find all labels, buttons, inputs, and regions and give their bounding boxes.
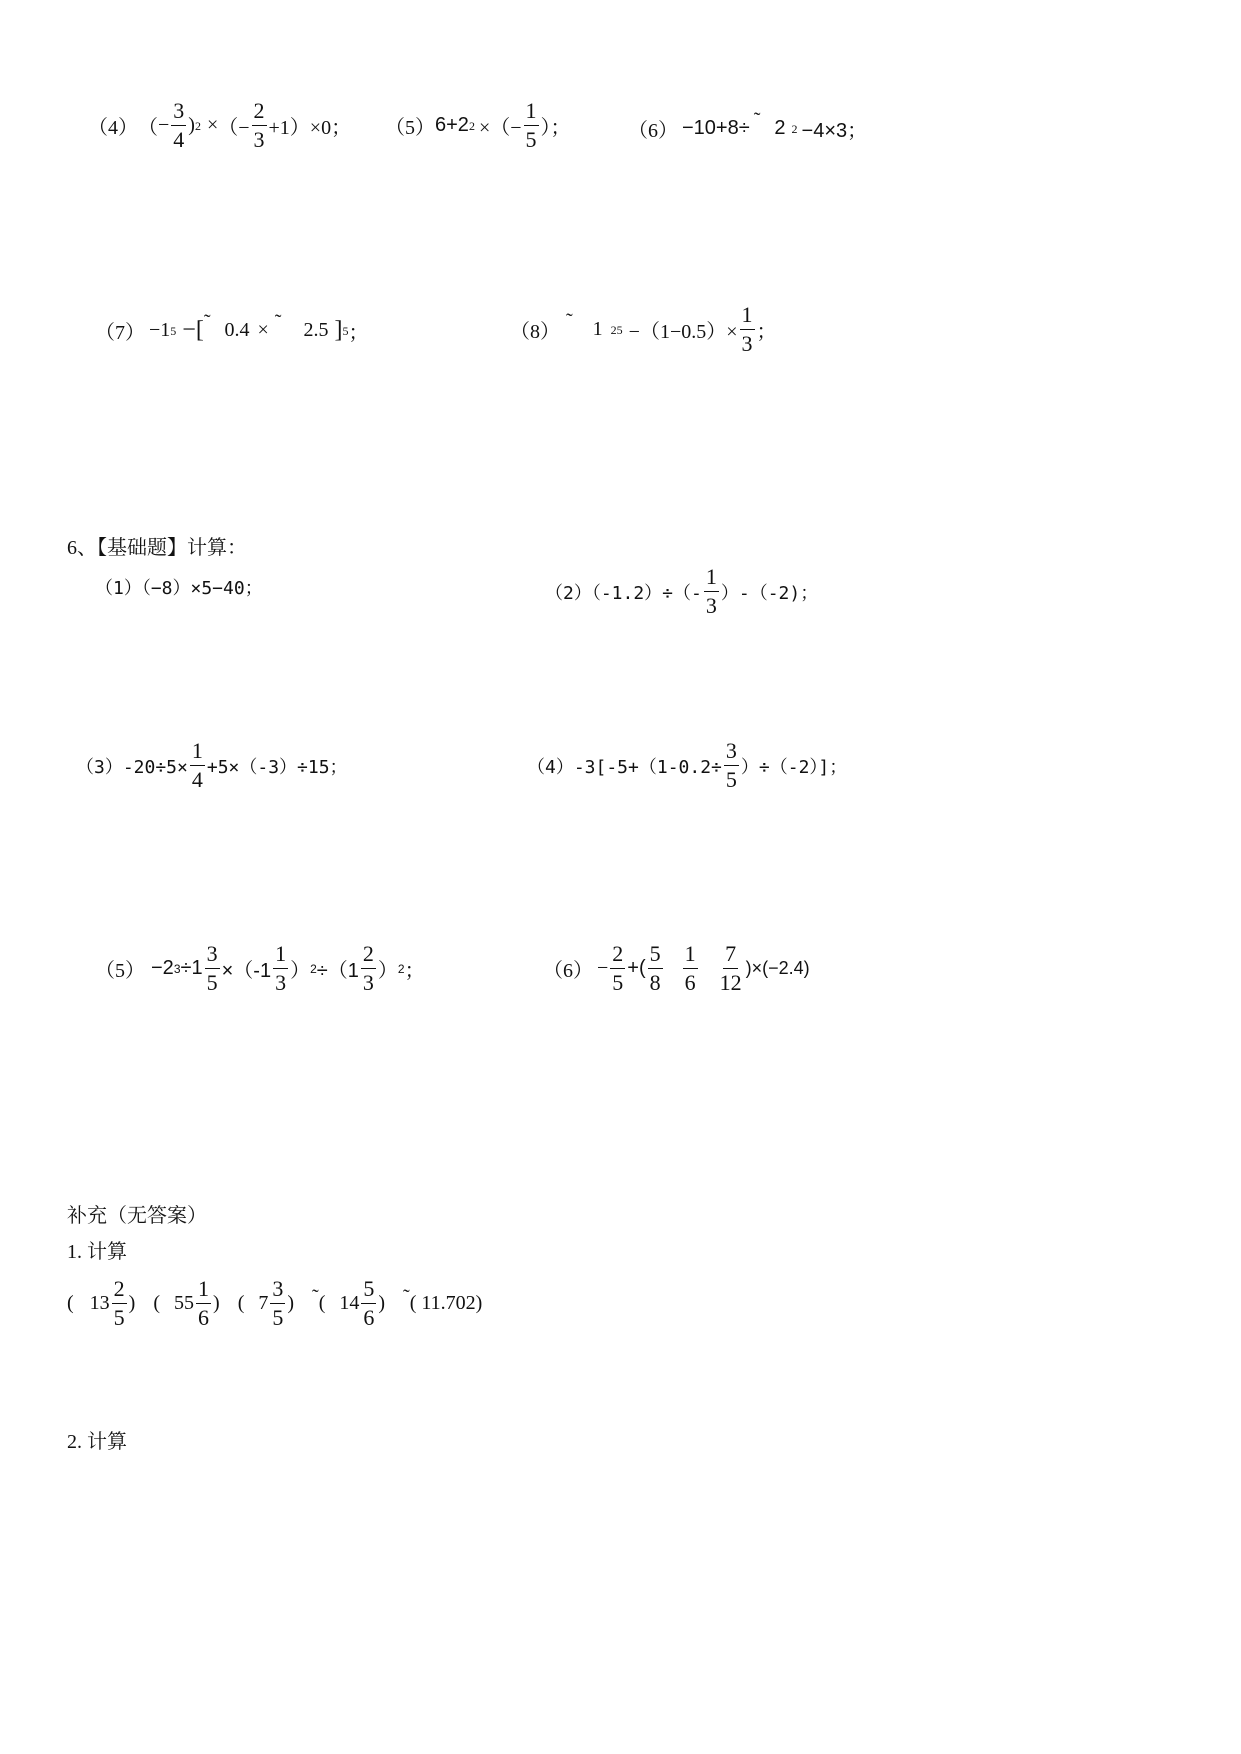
fraction xyxy=(648,943,663,994)
fraction xyxy=(524,100,539,151)
denominator: 3 xyxy=(705,593,717,618)
expression-part: +5×（-3）÷15； xyxy=(206,756,348,778)
denominator: 3 xyxy=(275,970,287,995)
fraction xyxy=(112,1278,127,1329)
fraction xyxy=(740,304,755,355)
fraction xyxy=(190,740,205,791)
denominator: 6 xyxy=(363,1305,375,1330)
paren: ( xyxy=(153,1292,161,1314)
question-3 xyxy=(76,740,348,791)
paren: ( xyxy=(318,1292,326,1314)
paren: ) xyxy=(213,1292,220,1314)
expression-part: −2 xyxy=(151,957,174,979)
expression-part: −（1−0.5）× xyxy=(628,321,738,343)
denominator: 5 xyxy=(113,1305,125,1330)
problem-8: （8） ˜ 1 25 −（1−0.5）× $\frac{1}{3}$ ； xyxy=(510,302,777,356)
fraction xyxy=(196,1278,211,1329)
whole-number: 13 xyxy=(89,1292,110,1314)
tilde-mark: ˜ xyxy=(203,311,211,333)
paren: ( xyxy=(237,1292,245,1314)
numerator: 2 xyxy=(112,1278,127,1304)
numerator: 2 xyxy=(610,943,625,969)
question-1: （1）（−8）×5−40； xyxy=(95,578,263,599)
fraction xyxy=(704,566,719,617)
denominator: 4 xyxy=(191,767,203,792)
expression-part: −[ xyxy=(182,317,204,343)
fraction xyxy=(718,943,744,994)
numerator: 1 xyxy=(190,740,205,766)
numerator: 1 xyxy=(524,100,539,126)
numerator: 1 xyxy=(740,304,755,330)
expression-part: ） xyxy=(377,960,398,982)
question-4 xyxy=(527,740,847,791)
denominator: 6 xyxy=(198,1305,210,1330)
numerator: 3 xyxy=(205,943,220,969)
supplement-expression xyxy=(67,1278,482,1329)
denominator: 5 xyxy=(725,767,737,792)
numerator: 1 xyxy=(683,943,698,969)
fraction xyxy=(205,943,220,994)
numerator: 2 xyxy=(361,943,376,969)
minus-sign: − xyxy=(158,114,170,136)
expression-end: ； xyxy=(348,322,369,344)
denominator: 3 xyxy=(253,127,265,152)
expression-part: ）÷（-2）]； xyxy=(740,756,848,778)
numerator: 3 xyxy=(270,1278,285,1304)
expression-part: ÷1 xyxy=(180,957,203,979)
expression-part: )×(−2.4) xyxy=(745,958,810,978)
expression-end: ）； xyxy=(540,117,571,139)
expression-part: ×（− xyxy=(478,117,522,139)
fraction xyxy=(252,100,267,151)
question-6 xyxy=(543,943,810,994)
paren: ( xyxy=(67,1292,74,1314)
supplement-item-2: 2. 计算 xyxy=(67,1431,127,1453)
numerator: 1 xyxy=(704,566,719,592)
tilde-mark: ˜ xyxy=(312,1286,319,1308)
denominator: 3 xyxy=(362,970,374,995)
expression-part: − xyxy=(597,957,609,979)
paren: ) xyxy=(128,1292,136,1314)
denominator: 4 xyxy=(173,127,185,152)
denominator: 5 xyxy=(206,970,218,995)
expression-tail: +1）×0； xyxy=(268,117,352,139)
denominator: 5 xyxy=(612,970,624,995)
fraction xyxy=(273,943,288,994)
fraction xyxy=(610,943,625,994)
times-sign: × xyxy=(257,319,269,341)
expression-part: （3）-20÷5× xyxy=(76,756,188,778)
tilde-mark: ˜ xyxy=(403,1286,410,1308)
fraction xyxy=(361,943,376,994)
whole-number: 14 xyxy=(339,1292,360,1314)
expression-part: （4）-3[-5+（1-0.2÷ xyxy=(527,756,722,778)
problem-label: （6） xyxy=(628,120,678,142)
tilde-mark: ˜ xyxy=(753,109,761,131)
expression-end: ； xyxy=(756,321,777,343)
fraction xyxy=(683,943,698,994)
expression-part: （2）（-1.2）÷（- xyxy=(545,582,702,604)
expression-part: ×（-1 xyxy=(221,960,272,982)
fraction xyxy=(361,1278,376,1329)
times-sign: × xyxy=(206,114,219,136)
expression-part: ( 11.702) xyxy=(409,1292,483,1314)
whole-number: 55 xyxy=(174,1292,195,1314)
problem-label: （6） xyxy=(543,960,593,982)
expression-part: −1 xyxy=(149,319,171,341)
fraction xyxy=(171,100,186,151)
problem-label: （5） xyxy=(385,117,435,139)
numerator: 5 xyxy=(648,943,663,969)
numerator: 2 xyxy=(252,100,267,126)
question-2 xyxy=(545,566,818,617)
expression-part: −4×3； xyxy=(801,120,868,142)
numerator: 7 xyxy=(723,943,738,969)
question-5: （5） −2 3 ÷1 $\frac{3}{5}$ ×（-1 $\frac{1}{3}$ ） 2 ÷（1 $\frac{2}{3}$ ） 2 ； xyxy=(95,941,425,995)
problem-label: （7） xyxy=(95,322,145,344)
numerator: 5 xyxy=(361,1278,376,1304)
fraction xyxy=(270,1278,285,1329)
expression-part: ） xyxy=(290,960,311,982)
problem-7: （7） −1 5 −[ ˜ 0.4 × ˜ 2.5 ] 5 ； xyxy=(95,311,369,344)
supplement-item-1: 1. 计算 xyxy=(67,1241,127,1263)
denominator: 5 xyxy=(272,1305,284,1330)
expression-part: 1 xyxy=(592,318,603,340)
problem-6: （6） −10+8÷ ˜ 2 2 −4×3； xyxy=(628,109,868,142)
expression-part: ] xyxy=(334,317,343,343)
denominator: 6 xyxy=(684,970,696,995)
problem-label: （8） xyxy=(510,321,560,343)
problem-label: （5） xyxy=(95,960,145,982)
problem-4: （4） （ − $\frac{3}{4}$ ) 2 × （− $\frac{2}{3}$ +1）×0； xyxy=(88,98,352,152)
denominator: 3 xyxy=(741,331,753,356)
numerator: 3 xyxy=(724,740,739,766)
expression-part: 6+2 xyxy=(435,114,469,136)
expression-part: 2 xyxy=(774,117,786,139)
denominator: 5 xyxy=(525,127,537,152)
expression-part: −10+8÷ xyxy=(682,117,750,139)
denominator: 8 xyxy=(649,970,661,995)
paren-minus: （− xyxy=(218,117,250,139)
numerator: 3 xyxy=(171,100,186,126)
expression-part: 0.4 xyxy=(224,319,250,341)
expression-part: ）-（-2)； xyxy=(720,582,819,604)
tilde-mark: ˜ xyxy=(274,311,282,333)
paren: （ xyxy=(138,117,158,139)
paren: ) xyxy=(378,1292,386,1314)
expression-part: 2.5 xyxy=(303,319,329,341)
expression-part: ÷（1 xyxy=(316,960,359,982)
expression-end: ； xyxy=(404,960,425,982)
problem-5: （5） 6+2 2 ×（− $\frac{1}{5}$ ）； xyxy=(385,98,571,152)
problem-label: （4） xyxy=(88,117,138,139)
section-heading: 6、【基础题】计算： xyxy=(67,537,247,559)
numerator: 1 xyxy=(196,1278,211,1304)
whole-number: 7 xyxy=(258,1292,269,1314)
numerator: 1 xyxy=(273,943,288,969)
expression-part: +( xyxy=(627,957,646,979)
denominator: 12 xyxy=(719,970,742,995)
fraction xyxy=(724,740,739,791)
supplement-heading: 补充（无答案） xyxy=(67,1205,207,1227)
paren: ) xyxy=(287,1292,295,1314)
tilde-mark: ˜ xyxy=(566,310,573,332)
